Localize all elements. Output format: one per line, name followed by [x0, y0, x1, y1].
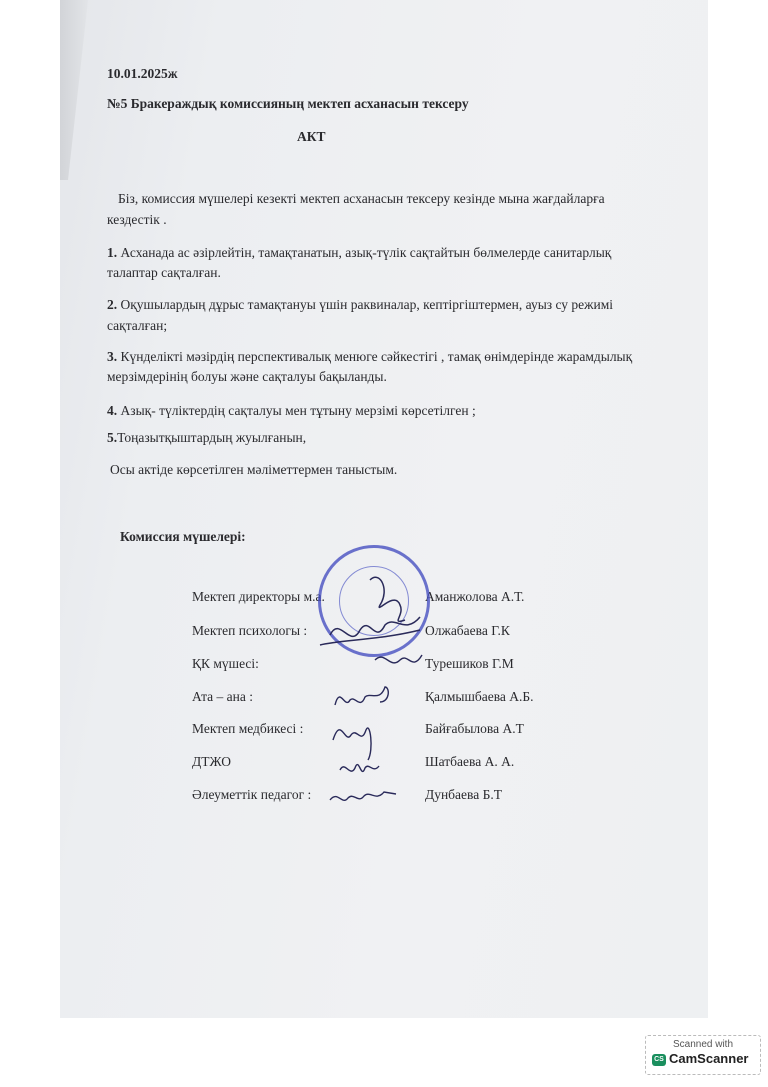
scanned-page	[60, 0, 708, 1018]
list-item-1-cont: талаптар сақталған.	[107, 265, 221, 280]
camscanner-watermark	[645, 1035, 761, 1075]
closing-statement: Осы актіде көрсетілген мәліметтермен таныстым.	[110, 462, 398, 477]
member-role: Мектеп психологы :	[192, 623, 308, 638]
handwritten-signatures	[325, 680, 425, 810]
list-item-3-cont: мерзімдерінің болуы және сақталуы бақыланды.	[107, 369, 387, 384]
member-name: Аманжолова А.Т.	[425, 589, 525, 604]
member-name: Дунбаева Б.Т	[425, 787, 502, 802]
signature-nurse	[333, 728, 371, 760]
member-name: Байғабылова А.Т	[425, 721, 524, 736]
list-item-5: 5.Тоңазытқыштардың жуылғанын,	[107, 430, 307, 445]
intro-line-2: кездестік .	[107, 212, 167, 227]
list-item-2-cont: сақталған;	[107, 318, 168, 333]
document-title: АКТ	[297, 129, 326, 144]
document-date: 10.01.2025ж	[107, 66, 178, 81]
watermark-caption: Scanned with	[672, 1039, 734, 1050]
document-heading: №5 Бракераждық комиссияның мектеп асханасын тексеру	[107, 96, 469, 111]
signature-social-pedagog	[330, 792, 396, 800]
member-role: ҚК мүшесі:	[192, 656, 259, 671]
signature-parent	[335, 687, 388, 705]
signature-member	[375, 655, 422, 663]
member-role: ДТЖО	[192, 754, 231, 769]
watermark-brand: CamScanner	[669, 1051, 749, 1066]
list-item-2: 2. Оқушылардың дұрыс тамақтануы үшін раквиналар, кептіргіштермен, ауыз су режимі	[107, 297, 613, 312]
list-item-4: 4. Азық- түліктердің сақталуы мен тұтыну мерзімі көрсетілген ;	[107, 403, 476, 418]
member-role: Мектеп директоры м.а.	[192, 589, 325, 604]
intro-line-1: Біз, комиссия мүшелері кезекті мектеп асханасын тексеру кезінде мына жағдайларға	[118, 191, 605, 206]
member-role: Ата – ана :	[192, 689, 253, 704]
member-name: Қалмышбаева А.Б.	[425, 689, 534, 704]
member-role: Мектеп медбикесі :	[192, 721, 304, 736]
signature-dtzho	[340, 765, 379, 772]
signature-director	[370, 577, 405, 621]
camscanner-logo-icon: CS	[652, 1054, 666, 1066]
signature-psychologist	[320, 617, 420, 645]
signatures-group	[300, 560, 460, 700]
member-role: Әлеуметтік педагог :	[192, 787, 312, 802]
member-name: Шатбаева А. А.	[425, 754, 515, 769]
commission-title: Комиссия мүшелері:	[120, 529, 246, 544]
list-item-1: 1. Асханада ас әзірлейтін, тамақтанатын, азық-түлік сақтайтын бөлмелерде санитарлық	[107, 245, 612, 260]
member-name: Турешиков Г.М	[425, 656, 514, 671]
list-item-3: 3. Күнделікті мәзірдің перспективалық менюге сәйкестігі , тамақ өнімдерінде жарамдылық	[107, 349, 633, 364]
member-name: Олжабаева Г.К	[425, 623, 510, 638]
